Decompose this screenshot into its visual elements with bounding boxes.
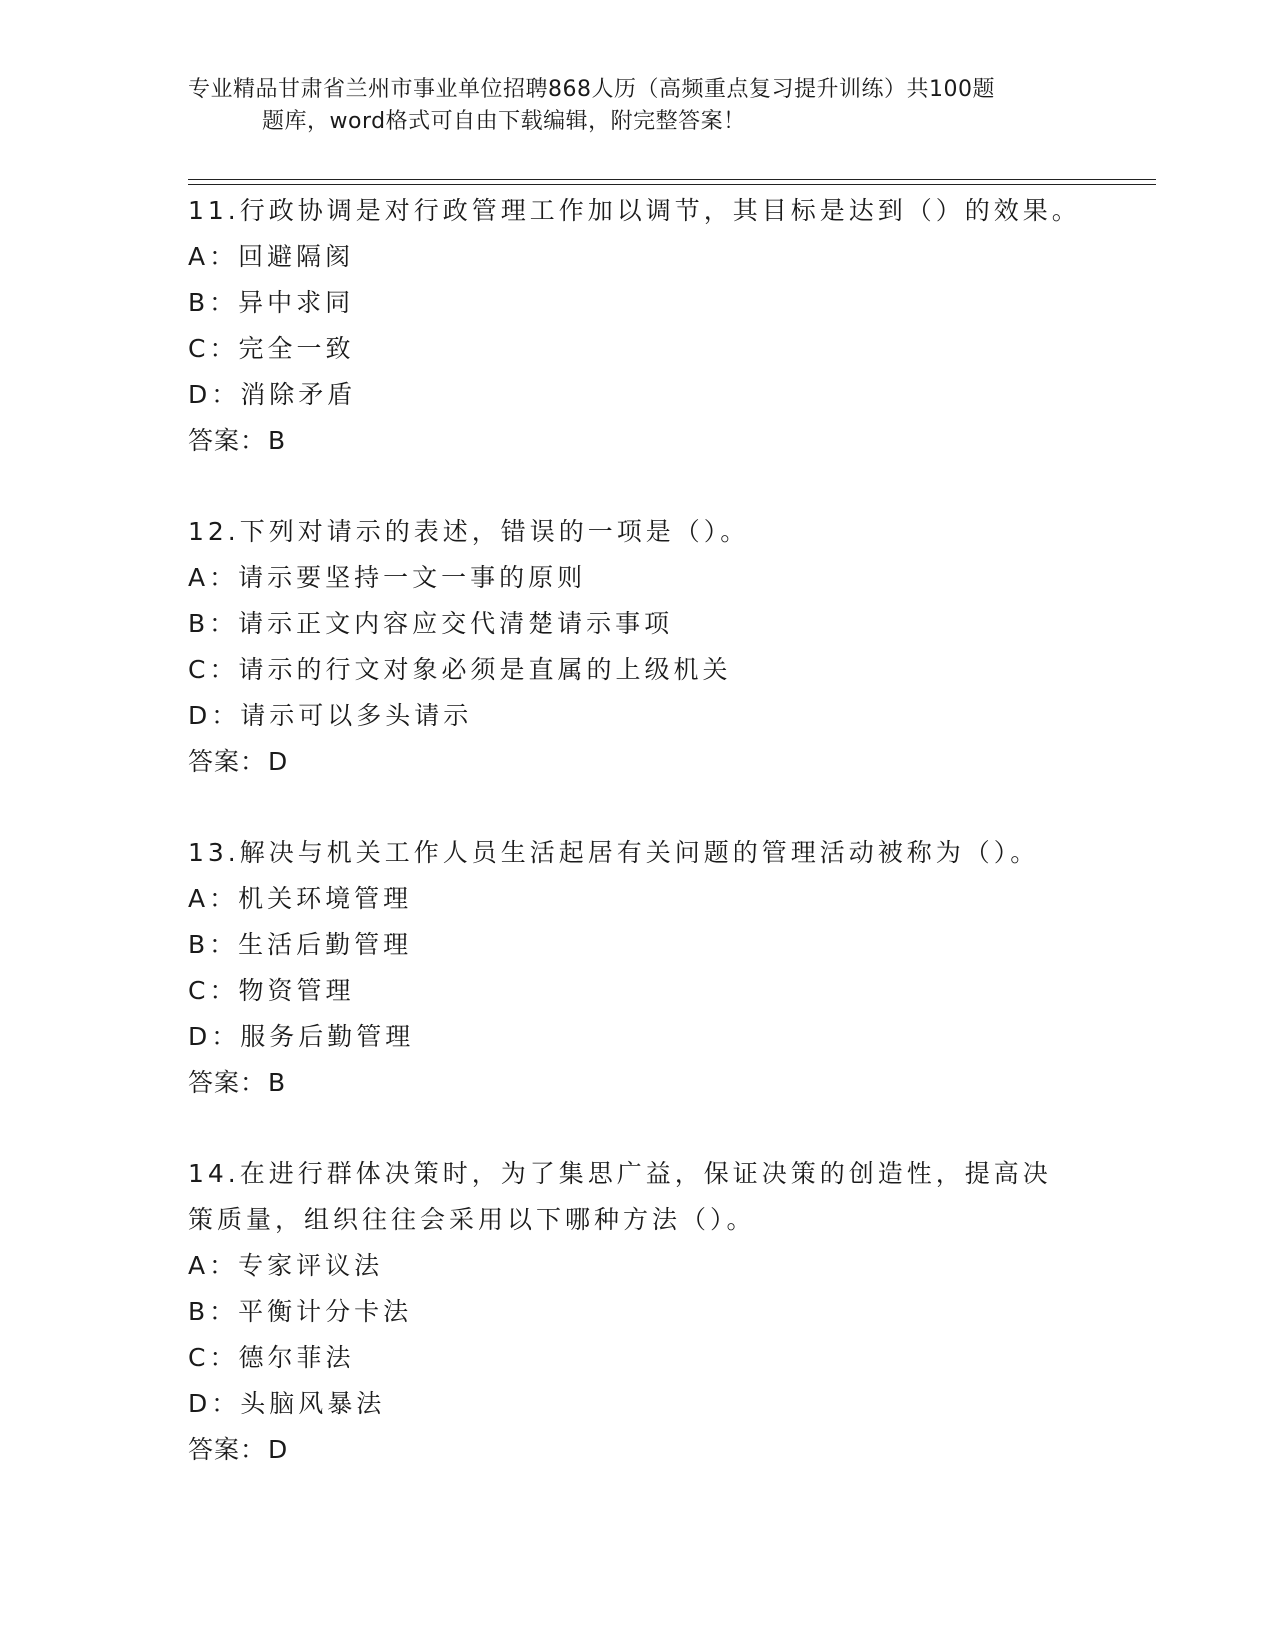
answer-line	[188, 418, 1088, 464]
header-line-1: 专业精品甘肃省兰州市事业单位招聘868人历（高频重点复习提升训练）共100题	[188, 77, 995, 102]
option-d: D：请示可以多头请示	[188, 701, 473, 730]
option-b: B：平衡计分卡法	[188, 1297, 413, 1326]
option-a: A：回避隔阂	[188, 242, 355, 271]
question-text: 11.行政协调是对行政管理工作加以调节，其目标是达到（）的效果。	[188, 196, 1081, 225]
option-c: C：完全一致	[188, 334, 355, 363]
option-d: D：头脑风暴法	[188, 1389, 386, 1418]
question-text: 13.解决与机关工作人员生活起居有关问题的管理活动被称为（）。	[188, 838, 1040, 867]
answer-label: 答案：	[188, 747, 267, 776]
option-a: A：专家评议法	[188, 1251, 384, 1280]
answer-line	[188, 739, 1088, 785]
option-c: C：德尔菲法	[188, 1343, 355, 1372]
option-a: A：请示要坚持一文一事的原则	[188, 563, 587, 592]
answer-label: 答案：	[188, 1068, 267, 1097]
option-a: A：机关环境管理	[188, 884, 413, 913]
question-14	[188, 1151, 1088, 1473]
answer-value: B	[268, 426, 287, 455]
option-c: C：请示的行文对象必须是直属的上级机关	[188, 655, 732, 684]
answer-label: 答案：	[188, 1435, 267, 1464]
option-c: C：物资管理	[188, 976, 355, 1005]
option-d: D：服务后勤管理	[188, 1022, 415, 1051]
option-b: B：异中求同	[188, 288, 355, 317]
option-b: B：请示正文内容应交代清楚请示事项	[188, 609, 674, 638]
question-11	[188, 188, 1088, 464]
answer-value: B	[268, 1068, 287, 1097]
question-list	[188, 188, 1088, 1518]
question-text: 14.在进行群体决策时，为了集思广益，保证决策的创造性，提高决策质量，组织往往会采用以下哪种方法（）。	[188, 1159, 1052, 1234]
answer-label: 答案：	[188, 426, 267, 455]
header-line-2: 题库，word格式可自由下载编辑，附完整答案！	[262, 109, 746, 134]
answer-line	[188, 1060, 1088, 1106]
header-rule-top	[188, 179, 1156, 180]
question-13	[188, 830, 1088, 1106]
option-b: B：生活后勤管理	[188, 930, 413, 959]
option-d: D：消除矛盾	[188, 380, 357, 409]
answer-value: D	[268, 1435, 289, 1464]
header-rule-bottom	[188, 184, 1156, 185]
answer-line	[188, 1427, 1088, 1473]
document-header	[188, 74, 1088, 138]
question-text: 12.下列对请示的表述，错误的一项是（）。	[188, 517, 750, 546]
question-12	[188, 509, 1088, 785]
answer-value: D	[268, 747, 289, 776]
